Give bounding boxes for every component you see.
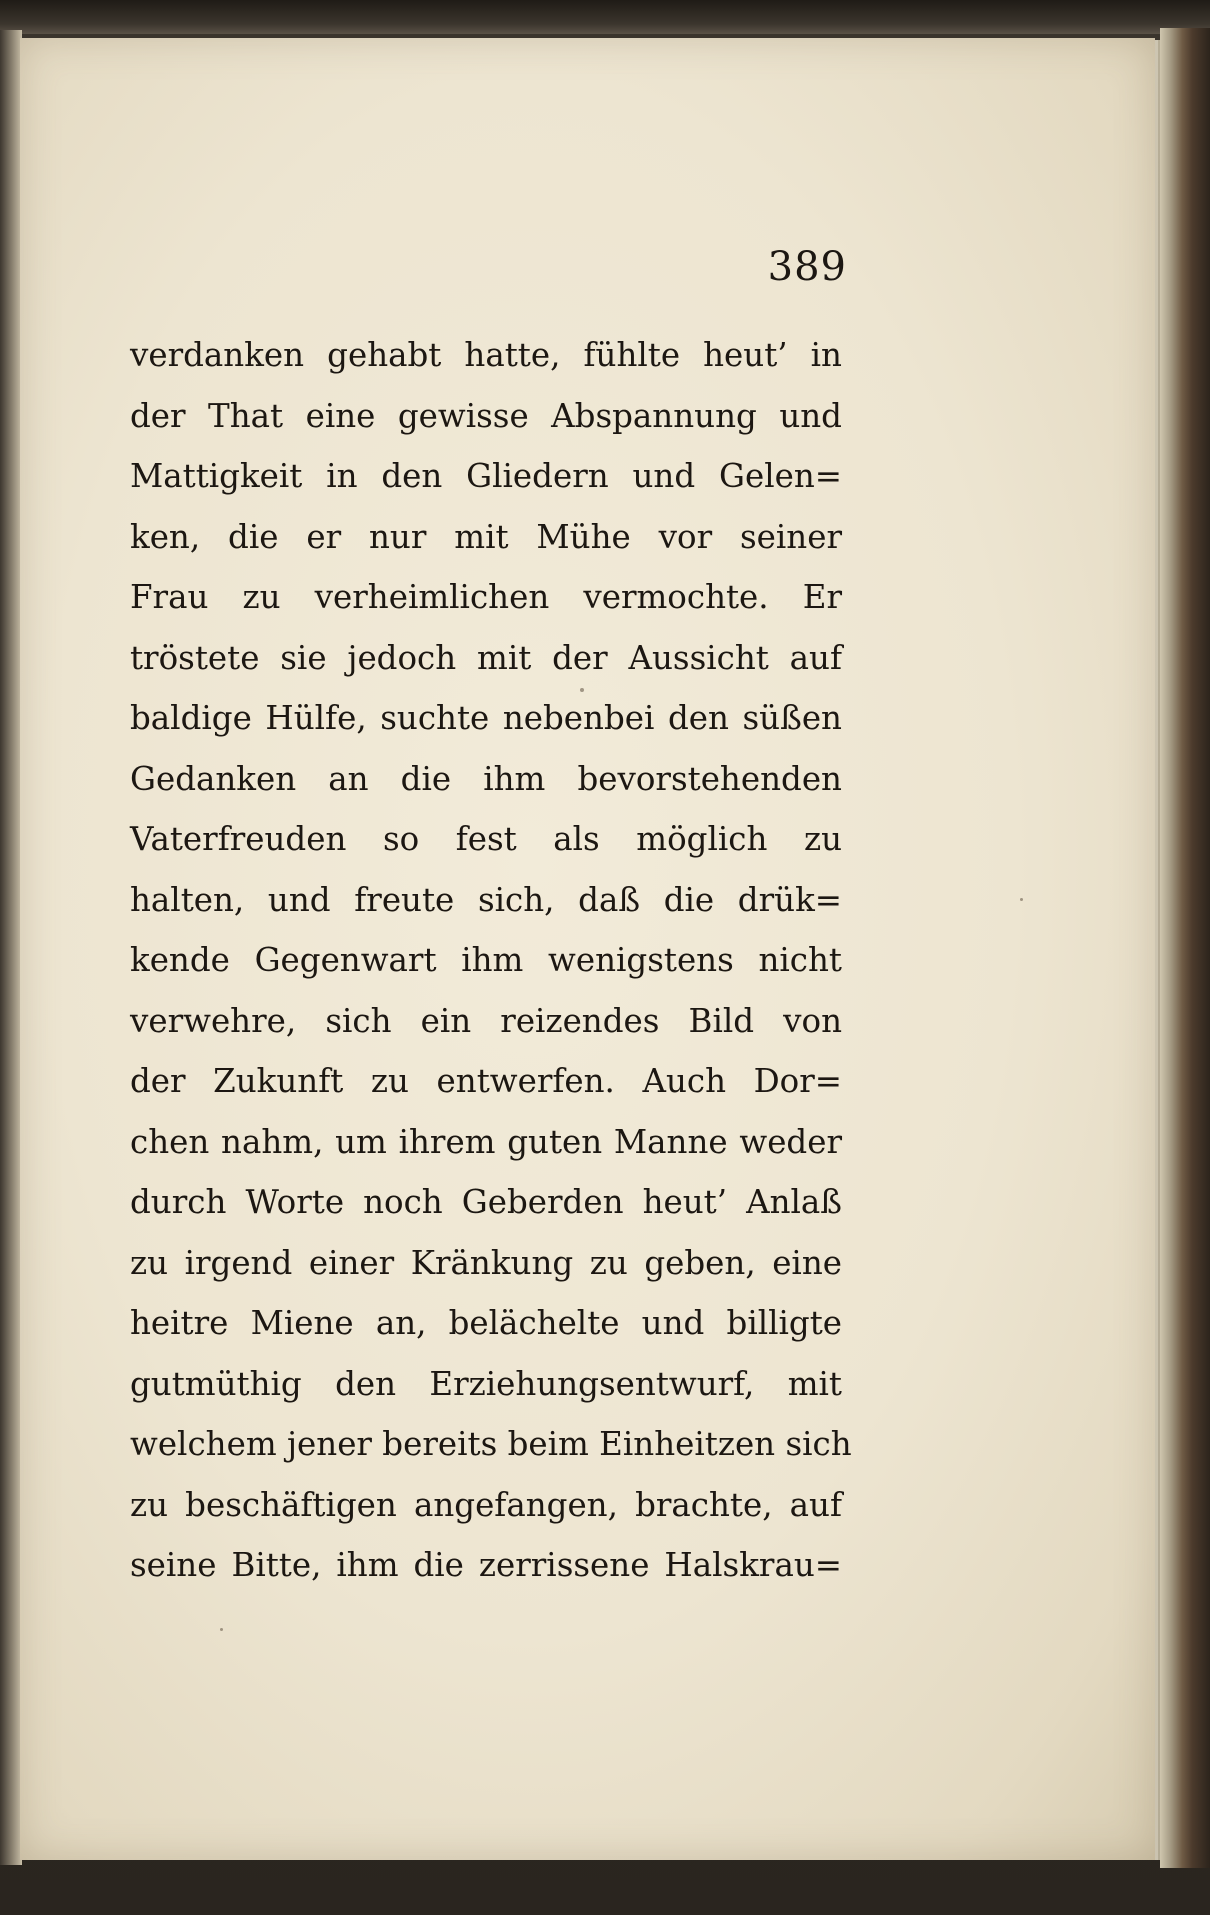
text-line: zu beschäftigen angefangen, brachte, auf	[130, 1485, 842, 1524]
text-line: halten, und freute sich, daß die drük=	[130, 880, 842, 919]
text-line: Mattigkeit in den Gliedern und Gelen=	[130, 457, 842, 495]
body-text	[130, 325, 852, 1596]
page-number: 389	[767, 244, 847, 290]
text-line: zu irgend einer Kränkung zu geben, eine	[130, 1243, 842, 1282]
text-line: ken, die er nur mit Mühe vor seiner	[130, 517, 842, 556]
text-line: gutmüthig den Erziehungsentwurf, mit	[130, 1364, 842, 1403]
book-top-edge	[0, 0, 1210, 34]
text-line: der That eine gewisse Abspannung und	[130, 396, 842, 435]
book-left-edge	[0, 30, 22, 1865]
text-line: tröstete sie jedoch mit der Aussicht auf	[130, 638, 842, 677]
book-cover-edge	[1160, 28, 1210, 1868]
text-line: baldige Hülfe, suchte nebenbei den süßen	[130, 699, 842, 737]
text-line: Frau zu verheimlichen vermochte. Er	[130, 578, 842, 616]
paper-speck	[220, 1628, 223, 1631]
text-line: Vaterfreuden so fest als möglich zu	[130, 820, 842, 858]
paper-speck	[1020, 898, 1023, 901]
text-line: welchem jener bereits beim Einheitzen sich	[130, 1425, 852, 1463]
text-line: durch Worte noch Geberden heut’ Anlaß	[130, 1183, 842, 1221]
text-line: verwehre, sich ein reizendes Bild von	[130, 1001, 842, 1040]
text-line: kende Gegenwart ihm wenigstens nicht	[130, 941, 842, 979]
text-line: Gedanken an die ihm bevorstehenden	[130, 759, 842, 798]
text-line: verdanken gehabt hatte, fühlte heut’ in	[130, 336, 842, 374]
text-line: der Zukunft zu entwerfen. Auch Dor=	[130, 1062, 842, 1100]
text-line: chen nahm, um ihrem guten Manne weder	[130, 1122, 842, 1161]
text-line: heitre Miene an, belächelte und billigte	[130, 1304, 842, 1342]
text-line: seine Bitte, ihm die zerrissene Halskrau=	[130, 1546, 842, 1584]
